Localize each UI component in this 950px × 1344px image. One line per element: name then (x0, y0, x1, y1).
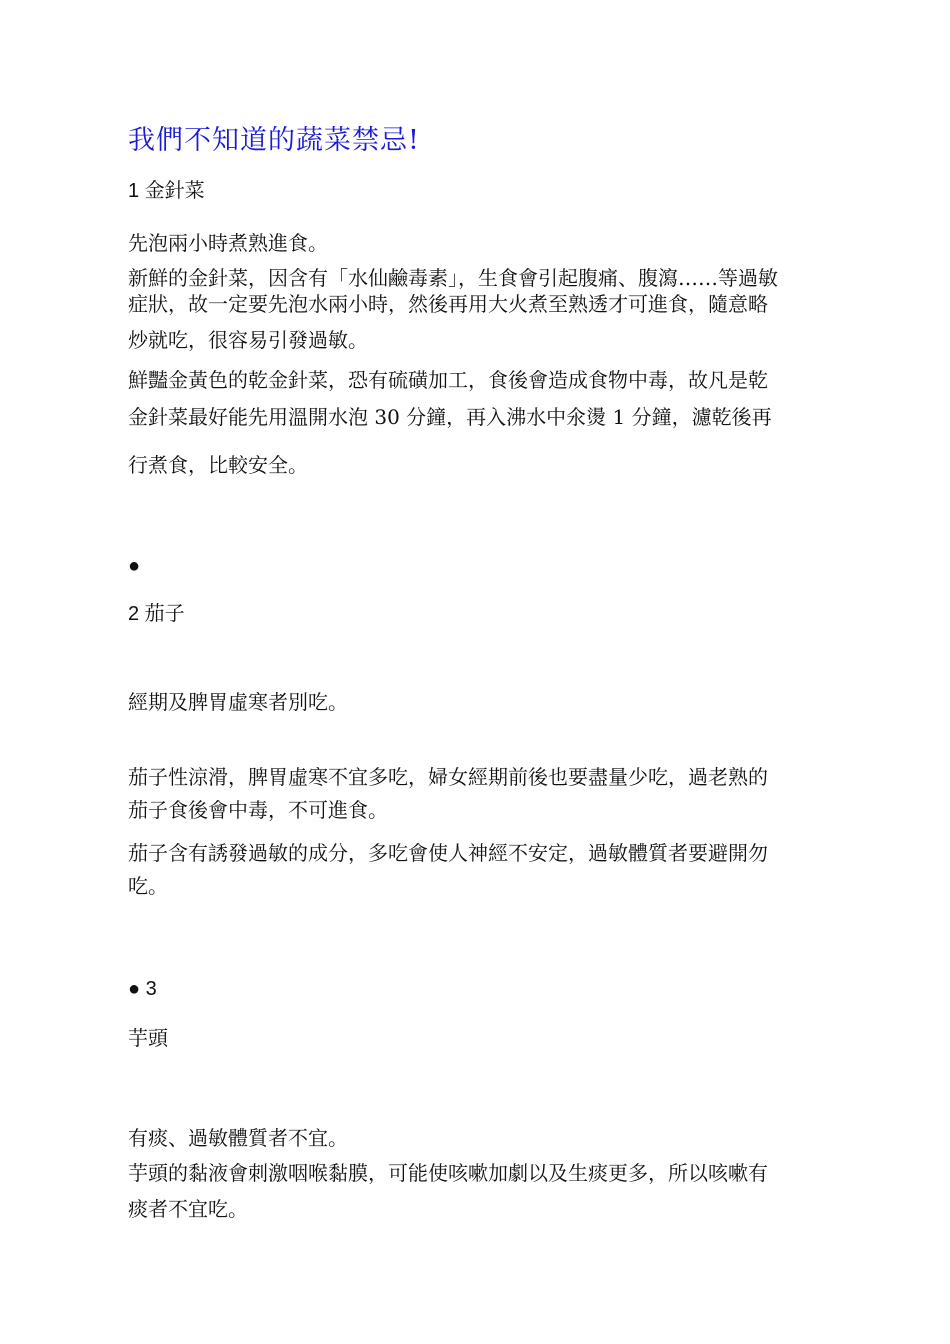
paragraph-line: 金針菜最好能先用溫開水泡 30 分鐘，再入沸水中氽燙 1 分鐘，濾乾後再 (128, 405, 772, 429)
paragraph-line: 鮮豔金黃色的乾金針菜，恐有硫磺加工，食後會造成食物中毒，故凡是乾 (128, 368, 768, 392)
paragraph-line: 茄子性涼滑，脾胃虛寒不宜多吃，婦女經期前後也要盡量少吃，過老熟的 (128, 765, 768, 789)
paragraph-line: 芋頭的黏液會刺激咽喉黏膜，可能使咳嗽加劇以及生痰更多，所以咳嗽有 (128, 1161, 768, 1185)
paragraph-line: 行煮食，比較安全。 (128, 453, 308, 477)
bullet-marker: ● (128, 555, 141, 577)
page-title: 我們不知道的蔬菜禁忌! (128, 125, 420, 156)
paragraph-line: 有痰、過敏體質者不宜。 (128, 1126, 348, 1150)
paragraph-line: 吃。 (128, 874, 168, 898)
paragraph-line: 茄子含有誘發過敏的成分，多吃會使人神經不安定，過敏體質者要避開勿 (128, 841, 768, 865)
paragraph-line: 痰者不宜吃。 (128, 1197, 248, 1221)
paragraph-line: 茄子食後會中毒，不可進食。 (128, 798, 388, 822)
paragraph-line: 先泡兩小時煮熟進食。 (128, 231, 328, 255)
section-heading-3: 芋頭 (128, 1026, 168, 1050)
bullet-marker: ● 3 (128, 978, 157, 1000)
paragraph-line: 經期及脾胃虛寒者別吃。 (128, 690, 348, 714)
section-heading-1: 1 金針菜 (128, 180, 205, 202)
paragraph-line: 症狀，故一定要先泡水兩小時，然後再用大火煮至熟透才可進食，隨意略 (128, 292, 768, 316)
paragraph-line: 新鮮的金針菜，因含有「水仙鹼毒素」，生食會引起腹痛、腹瀉……等過敏 (128, 266, 778, 290)
section-heading-2: 2 茄子 (128, 603, 185, 625)
paragraph-line: 炒就吃，很容易引發過敏。 (128, 328, 368, 352)
